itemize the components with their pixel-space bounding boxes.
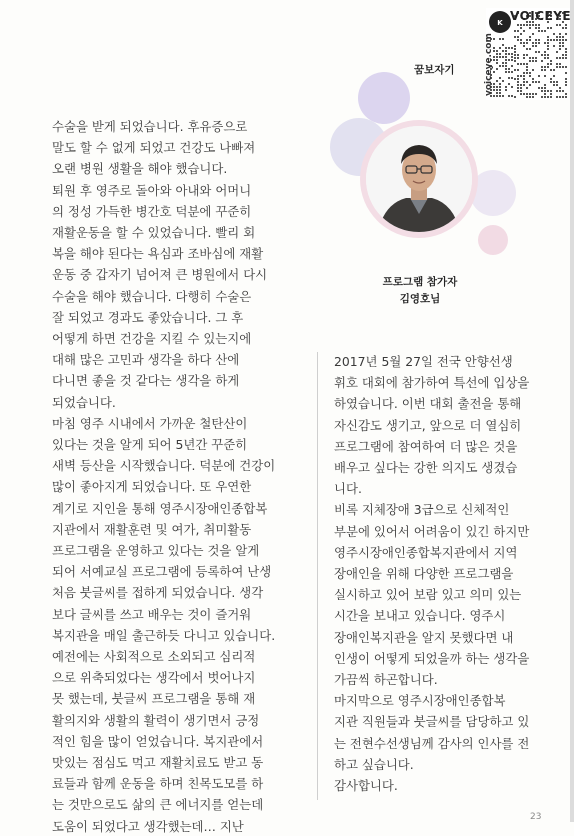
- article-line: 맛있는 점심도 먹고 재활치료도 받고 동: [52, 755, 264, 770]
- article-line: 적인 힘을 많이 얻었습니다. 복지관에서: [52, 733, 264, 749]
- decor-bubble: [358, 72, 410, 124]
- article-line: 실시하고 있어 보람 있고 의미 있는: [334, 587, 522, 603]
- caption-role: 프로그램 참가자: [382, 276, 458, 288]
- article-line: 하고 싶습니다.: [334, 756, 414, 772]
- article-line: 가끔씩 하곤합니다.: [334, 672, 438, 687]
- article-line: 장애인을 위해 다양한 프로그램을: [334, 566, 514, 581]
- article-line: 되었습니다.: [52, 394, 116, 410]
- article-line: 자신감도 생기고, 앞으로 더 열심히: [334, 417, 522, 433]
- section-label: 꿈보자기: [414, 64, 455, 76]
- article-line: 으로 위축되었다는 생각에서 벗어나지: [52, 670, 256, 686]
- column-divider: [317, 352, 318, 800]
- page-number: 23: [530, 812, 542, 822]
- decor-bubble: [478, 225, 508, 255]
- voiceye-url: voiceye.com: [484, 33, 494, 96]
- article-line: 는 것만으로도 삶의 큰 에너지를 얻는데: [52, 797, 264, 813]
- article-line: 퇴원 후 영주로 돌아와 아내와 어머니: [52, 182, 252, 198]
- article-line: 말도 할 수 없게 되었고 건강도 나빠져: [52, 140, 256, 156]
- article-line: 마침 영주 시내에서 가까운 철탄산이: [52, 415, 248, 431]
- article-line: 수술을 해야 했습니다. 다행히 수술은: [52, 288, 252, 304]
- caption-name: 김영호님: [399, 293, 441, 305]
- page-edge: [570, 0, 574, 822]
- article-line: 의 정성 가득한 병간호 덕분에 꾸준히: [52, 203, 252, 219]
- article-line: 복을 해야 된다는 욕심과 조바심에 재활: [52, 246, 264, 262]
- article-line: 는 전현수선생님께 감사의 인사를 전: [334, 735, 530, 751]
- article-line: 많이 좋아지게 되었습니다. 또 우연한: [52, 479, 252, 495]
- article-line: 마지막으로 영주시장애인종합복: [334, 693, 506, 709]
- article-line: 보다 글씨를 쓰고 배우는 것이 즐거워: [52, 606, 252, 622]
- voiceye-brand: VOICEYE: [510, 9, 572, 23]
- article-line: 처음 붓글씨를 접하게 되었습니다. 생각: [52, 585, 264, 601]
- article-line: 활의지와 생활의 활력이 생기면서 긍정: [52, 712, 260, 728]
- article-line: 감사합니다.: [334, 778, 398, 793]
- article-line: 재활운동을 할 수 있었습니다. 빨리 회: [52, 225, 256, 240]
- svg-text:K: K: [497, 19, 503, 27]
- article-line: 잘 되었고 경과도 좋았습니다. 그 후: [52, 309, 244, 325]
- article-line: 복지관을 매일 출근하듯 다니고 있습니다.: [52, 627, 276, 643]
- article-line: 니다.: [334, 481, 362, 497]
- article-line: 어떻게 하면 건강을 지킬 수 있는지에: [52, 331, 252, 346]
- article-line: 지관 직원들과 붓글씨를 담당하고 있: [334, 714, 530, 730]
- article-line: 영주시장애인종합복지관에서 지역: [334, 544, 518, 560]
- article-line: 휘호 대회에 참가하여 특선에 입상을: [334, 375, 530, 391]
- article-line: 지관에서 재활훈련 및 여가, 취미활동: [52, 521, 252, 537]
- article-line: 다니면 좋을 것 같다는 생각을 하게: [52, 373, 240, 389]
- article-line: 도움이 되었다고 생각했는데… 지난: [52, 818, 244, 834]
- article-line: 운동 중 갑자기 넘어져 큰 병원에서 다시: [52, 267, 268, 283]
- article-line: 수술을 받게 되었습니다. 후유증으로: [52, 119, 248, 134]
- article-line: 프로그램을 운영하고 있다는 것을 알게: [52, 543, 260, 558]
- article-line: 오랜 병원 생활을 해야 했습니다.: [52, 161, 228, 177]
- article-line: 인생이 어떻게 되었을까 하는 생각을: [334, 650, 530, 666]
- article-line: 못 했는데, 붓글씨 프로그램을 통해 재: [52, 691, 256, 707]
- article-line: 프로그램에 참여하여 더 많은 것을: [334, 438, 518, 454]
- participant-photo: [366, 126, 472, 232]
- article-line: 대해 많은 고민과 생각을 하다 산에: [52, 352, 240, 368]
- article-line: 장애인복지관을 알지 못했다면 내: [334, 629, 514, 645]
- article-line: 2017년 5월 27일 전국 안향선생: [334, 354, 513, 369]
- article-line: 시간을 보내고 있습니다. 영주시: [334, 608, 506, 624]
- article-line: 계기로 지인을 통해 영주시장애인종합복: [52, 500, 268, 516]
- article-line: 부분에 있어서 어려움이 있긴 하지만: [334, 523, 530, 539]
- article-line: 하였습니다. 이번 대회 출전을 통해: [334, 396, 522, 412]
- article-line: 새벽 등산을 시작했습니다. 덕분에 건강이: [52, 458, 276, 474]
- article-line: 비록 지체장애 3급으로 신체적인: [334, 502, 510, 518]
- article-line: 료들과 함께 운동을 하며 친목도모를 하: [52, 776, 264, 792]
- article-line: 예전에는 사회적으로 소외되고 심리적: [52, 649, 256, 664]
- article-line: 되어 서예교실 프로그램에 등록하여 난생: [52, 564, 272, 580]
- article-line: 있다는 것을 알게 되어 5년간 꾸준히: [52, 437, 248, 452]
- article-line: 배우고 싶다는 강한 의지도 생겼습: [334, 460, 518, 475]
